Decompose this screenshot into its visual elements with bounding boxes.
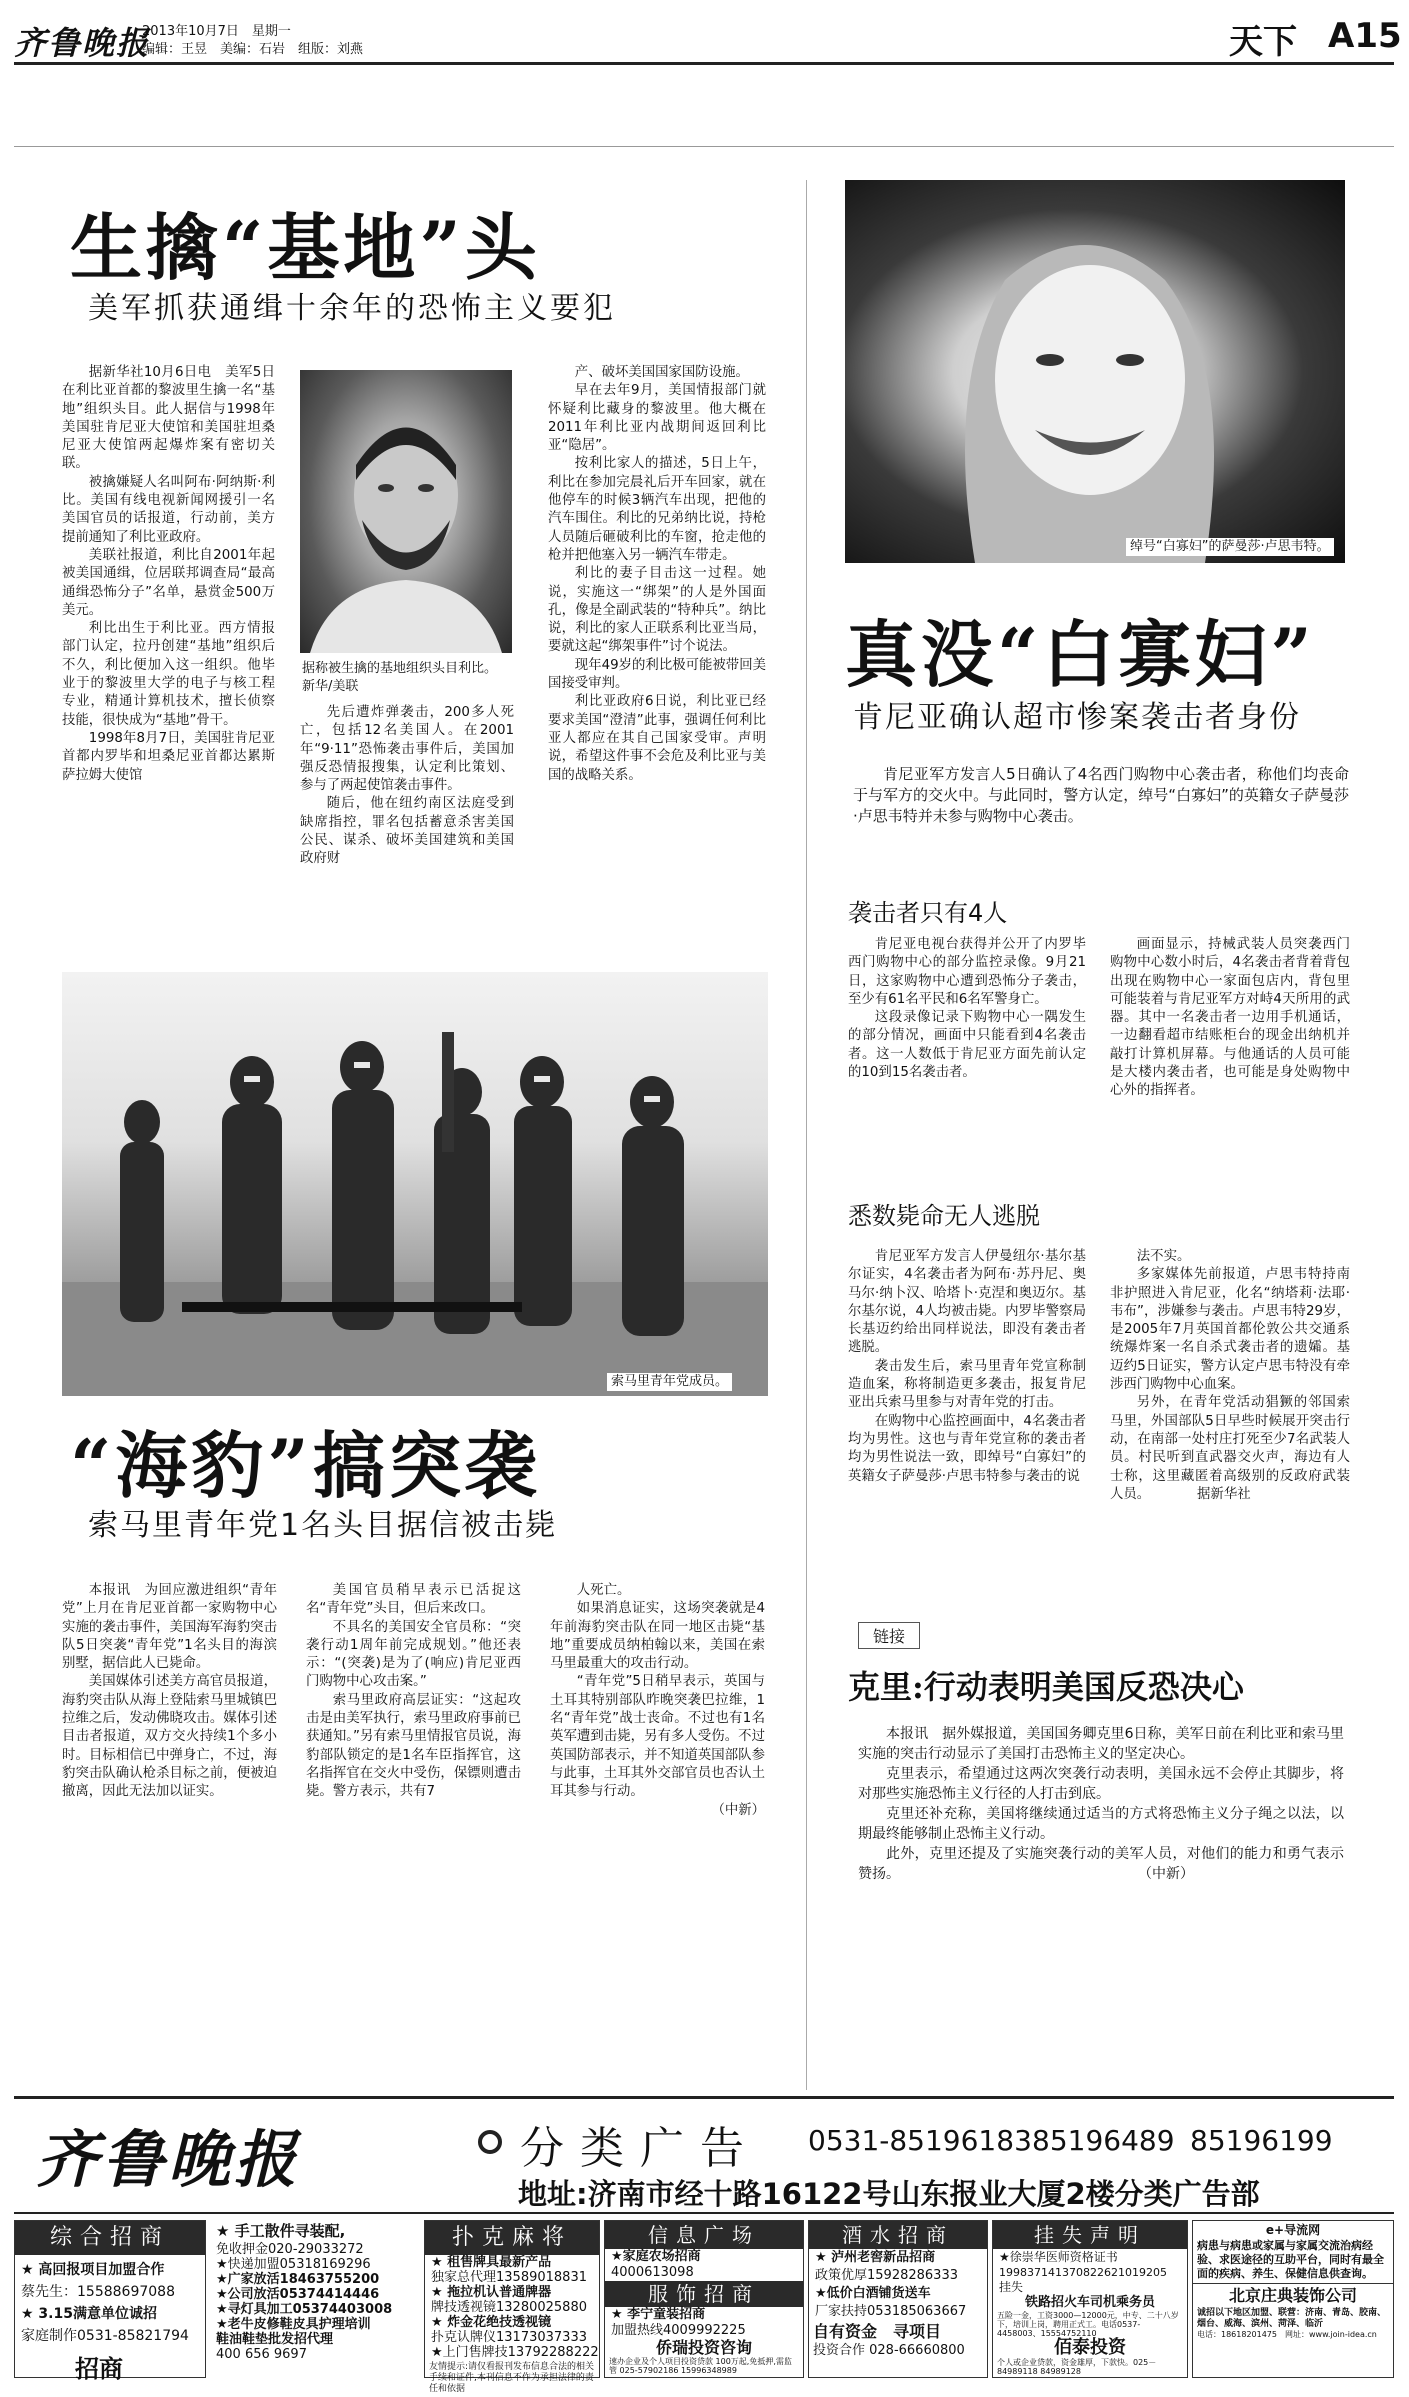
classifieds-phone-1: 0531-85196183 xyxy=(808,2124,1032,2157)
column-divider xyxy=(806,180,807,2090)
ad-item: 鞋油鞋垫批发招代理 xyxy=(216,2332,334,2347)
ad-item: ★家庭农场招商 xyxy=(611,2249,701,2264)
ad-project-text: 投资合作 028-66660800 xyxy=(813,2343,965,2358)
ad-invest-title: 侨瑞投资咨询 xyxy=(655,2338,752,2357)
story1-paragraph: 产、破坏美国国家国防设施。 xyxy=(574,365,749,380)
story1-paragraph: 美联社报道，利比自2001年起被美国通缉，位居联邦调查局“最高通缉恐怖分子”名单，悬赏金500万美元。 xyxy=(62,547,275,618)
masthead-page-number: A15 xyxy=(1328,16,1402,56)
ad-decor-sub: 诚招以下地区加盟、联营：济南、青岛、胶南、烟台、威海、滨州、菏泽、临沂 xyxy=(1197,2308,1387,2329)
story1-paragraph: 早在去年9月，美国情报部门就怀疑利比藏身的黎波里。他大概在2011年利比亚内战期间返回利比亚“隐居”。 xyxy=(548,383,766,454)
ad-rail-title: 铁路招火车司机乘务员 xyxy=(1024,2295,1155,2310)
story1-column-3 xyxy=(548,364,766,785)
ad-item: 加盟热线4009992225 xyxy=(611,2323,746,2338)
ad-item: 199837141370822621019205 xyxy=(999,2266,1167,2279)
story2-paragraph: 美国官员稍早表示已活捉这名“青年党”头目，但后来改口。 xyxy=(306,1583,521,1617)
ad-item: ★ 李宁童装招商 xyxy=(611,2307,706,2322)
ad-decor-contact: 电话：18618201475 网址：www.join-idea.cn xyxy=(1197,2330,1377,2339)
story3-photo xyxy=(845,180,1345,563)
story2-paragraph: 索马里政府高层证实：“这起攻击是由美军执行，索马里政府事前已获通知。”另有索马里情报官员说，海豹部队锁定的是1名车臣指挥官，这名指挥官在交火中受伤，保镖则遭击毙。警方表示，共有7 xyxy=(306,1692,521,1800)
story4-rule xyxy=(848,1634,1348,1635)
classifieds-band-rule xyxy=(14,2212,1394,2214)
story1-paragraph: 利比亚政府6日说，利比亚已经要求美国“澄清”此事，强调任何利比亚人都应在其自己国家受审。声明说，希望这件事不会危及利比亚与美国的战略关系。 xyxy=(548,694,766,783)
story3-paragraph: 肯尼亚电视台获得并公开了内罗毕西门购物中心的部分监控录像。9月21日，这家购物中心遭到恐怖分子袭击，至少有61名平民和6名军警身亡。 xyxy=(848,937,1086,1007)
ad-column-info xyxy=(604,2220,804,2378)
story4-paragraph: 此外，克里还提及了实施突袭行动的美军人员，对他们的能力和勇气表示赞扬。 （中新） xyxy=(858,1846,1344,1882)
story1-paragraph: 利比的妻子目击这一过程。她说，实施这一“绑架”的人是外国面孔，像是全副武装的“特种兵”。纳比说，利比的家人正联系利比亚当局，要就这起“绑架事件”讨个说法。 xyxy=(548,566,766,655)
ad-rail-text: 五险一金，工资3000—12000元，中专、二十八岁下，培训上岗，聘用正式工。电话0537-4458003、15554752110 xyxy=(997,2311,1179,2338)
story2-column-1 xyxy=(62,1582,277,1802)
masthead-date: 2013年10月7日 星期一 xyxy=(142,24,291,39)
story1-headline: 生擒“基地”头 xyxy=(70,205,541,290)
story3-subheadline: 肯尼亚确认超市惨案袭击者身份 xyxy=(853,700,1301,735)
story3-paragraph: 多家媒体先前报道，卢思韦特持南非护照进入肯尼亚，化名“纳塔莉·法耶·韦布”，涉嫌参与袭击。卢思韦特29岁，是2005年7月英国首都伦敦公共交通系统爆炸案一名自杀式袭击者的遗孀。基迈约5日证实，警方认定卢思韦特没有牵涉西门购物中心血案。 xyxy=(1110,1267,1350,1393)
story3-paragraph: 另外，在青年党活动猖獗的邻国索马里，外国部队5日早些时候展开突击行动，在南部一处村庄打死至少7名武装人员。村民听到直武器交火声，海边有人士称，这里藏匿着高级别的反政府武装人员。 据新华社 xyxy=(1110,1395,1350,1502)
masthead-logo: 齐鲁晚报 xyxy=(14,24,151,62)
ad-item: 政策优厚15928286333 xyxy=(815,2268,958,2283)
story1-column-1 xyxy=(62,364,275,785)
story2-paragraph: 美国媒体引述美方高官员报道，海豹突击队从海上登陆索马里城镇巴拉维之后，发动佛晓攻击。媒体引述目击者报道，双方交火持续1个多小时。目标相信已中弹身亡，不过，海豹突击队确认枪杀目标之前，便被迫撤离，因此无法加以证实。 xyxy=(62,1674,277,1800)
story3-lead: 肯尼亚军方发言人5日确认了4名西门购物中心袭击者，称他们均丧命于与军方的交火中。与此同时，警方认定，绰号“白寡妇”的英籍女子萨曼莎·卢思韦特并未参与购物中心袭击。 xyxy=(853,765,1349,825)
classifieds-top-rule xyxy=(14,2096,1394,2099)
story3-photo-caption: 绰号“白寡妇”的萨曼莎·卢思韦特。 xyxy=(1126,538,1334,556)
ad-item: ★ 高回报项目加盟合作 xyxy=(21,2262,165,2278)
ad-health-logo: e+导流网 xyxy=(1265,2223,1321,2237)
ad-item: 独家总代理13589018831 xyxy=(431,2270,587,2285)
story3-paragraph: 法不实。 xyxy=(1136,1249,1191,1264)
ad-head-notice: 挂失声明 xyxy=(993,2221,1187,2249)
ad-column-misc xyxy=(210,2220,420,2378)
masthead-rule xyxy=(14,62,1394,65)
story1-photo-caption: 据称被生擒的基地组织头目利比。 新华/美联 xyxy=(302,661,517,694)
ad-item: 厂家扶持053185063667 xyxy=(815,2304,967,2319)
woman-portrait-icon xyxy=(845,180,1345,563)
ad-item: ★快递加盟05318169296 xyxy=(216,2257,371,2272)
story1-paragraph: 随后，他在纽约南区法庭受到缺席指控，罪名包括蓄意杀害美国公民、谋杀、破坏美国建筑和美国政府财 xyxy=(300,796,514,867)
ad-column-health xyxy=(1192,2220,1394,2378)
ad-item: ★寻灯具加工05374403008 xyxy=(216,2302,393,2317)
ad-item: 4000613098 xyxy=(611,2265,694,2280)
ad-invest-tag: 招商 xyxy=(75,2354,123,2383)
ad-item: ★ 炸金花绝技透视镜 xyxy=(431,2315,552,2330)
ad-head-poker: 扑克麻将 xyxy=(425,2221,599,2255)
ad-baitai-title: 佰泰投资 xyxy=(1054,2337,1126,2358)
story2-headline: “海豹”搞突袭 xyxy=(70,1423,541,1508)
ad-column-liquor xyxy=(808,2220,988,2378)
story1-paragraph: 现年49岁的利比极可能被带回美国接受审判。 xyxy=(548,657,766,692)
classifieds-bullet-icon xyxy=(478,2130,502,2154)
story2-paragraph: 本报讯 为回应激进组织“青年党”上月在肯尼亚首都一家购物中心实施的袭击事件，美国海军海豹突击队5日突袭“青年党”1名头目的海滨别墅，据信此人已毙命。 xyxy=(62,1583,277,1672)
story3-sub2-column-1 xyxy=(848,1248,1086,1486)
story3-sub1-column-1 xyxy=(848,936,1086,1082)
top-rule xyxy=(14,146,1394,147)
story1-paragraph: 被擒嫌疑人名叫阿布·阿纳斯·利比。美国有线电视新闻网援引一名美国官员的话报道，行动前，美方提前通知了利比亚政府。 xyxy=(62,474,275,545)
ad-health-text: 病患与病患或家属与家属交流治病经验、求医途径的互助平台，同时有最全面的疾病、养生、保健信息供查询。 xyxy=(1197,2239,1384,2280)
story2-photo-caption: 索马里青年党成员。 xyxy=(607,1373,732,1391)
ad-item: 家庭制作0531-85821794 xyxy=(21,2328,189,2344)
ad-item: ★公司放活05374414446 xyxy=(216,2287,380,2302)
story3-paragraph: 在购物中心监控画面中，4名袭击者均为男性。这也与青年党宣称的袭击者均为男性说法一致，即绰号“白寡妇”的英籍女子萨曼莎·卢思韦特参与袭击的说 xyxy=(848,1413,1086,1484)
story3-sub2-column-2 xyxy=(1110,1248,1350,1504)
story2-photo xyxy=(62,972,768,1396)
masthead-section: 天下 xyxy=(1229,22,1297,62)
ad-project-title: 自有资金 寻项目 xyxy=(813,2322,942,2341)
story2-column-2 xyxy=(306,1582,521,1802)
story1-paragraph: 据新华社10月6日电 美军5日在利比亚首都的黎波里生擒一名“基地”组织头目。此人据信与1998年美国驻肯尼亚大使馆和美国驻坦桑尼亚大使馆两起爆炸案有密切关联。 xyxy=(62,365,275,472)
ad-head-info: 信息广场 xyxy=(605,2221,803,2249)
ad-item: ★ 泸州老窖新品招商 xyxy=(815,2250,936,2265)
story1-column-2 xyxy=(300,704,514,869)
story4-paragraph: 克里还补充称，美国将继续通过适当的方式将恐怖主义分子绳之以法，以期最终能够制止恐怖主义行动。 xyxy=(858,1806,1344,1842)
ad-invest-text: 速办企业及个人项目投资贷款 100万起,免抵押,需监管 025-57902186 15996348989 xyxy=(609,2357,792,2375)
story2-subheadline: 索马里青年党1名头目据信被击毙 xyxy=(88,1508,558,1543)
ad-item: 蔡先生：15588697088 xyxy=(21,2284,175,2300)
story3-sub1-column-2 xyxy=(1110,936,1350,1101)
story1-photo xyxy=(300,370,512,653)
ad-column-notice xyxy=(992,2220,1188,2378)
ad-baitai-text: 个人或企业贷款，资金雄厚，下款快。025－84989118 84989128 xyxy=(997,2358,1157,2376)
story3-paragraph: 袭击发生后，索马里青年党宣称制造血案，称将制造更多袭击，报复肯尼亚出兵索马里参与对青年党的打击。 xyxy=(848,1358,1086,1411)
story1-paragraph: 按利比家人的描述，5日上午，利比在参加完晨礼后开车回家，就在他停车的时候3辆汽车出现，把他的汽车围住。利比的兄弟纳比说，持枪人员随后砸破利比的车窗，抢走他的枪并把他塞入另一辆汽车带走。 xyxy=(548,456,766,563)
story2-paragraph: 人死亡。 xyxy=(576,1583,631,1598)
story3-subhead-1: 袭击者只有4人 xyxy=(848,899,1008,927)
militants-group-icon xyxy=(62,972,768,1396)
ad-item: ★上门售牌技13792288222 xyxy=(431,2345,599,2360)
story4-link-label: 链接 xyxy=(858,1622,920,1649)
story3-subhead-2: 悉数毙命无人逃脱 xyxy=(848,1202,1040,1230)
story3-headline: 真没“白寡妇” xyxy=(845,612,1316,697)
ad-item: ★徐崇华医师资格证书 xyxy=(999,2250,1118,2264)
story4-paragraph: 克里表示，希望通过这两次突袭行动表明，美国永远不会停止其脚步，将对那些实施恐怖主义行径的人打击到底。 xyxy=(858,1766,1344,1802)
ad-item: ★ 拖拉机认普通牌器 xyxy=(431,2285,552,2300)
story1-paragraph: 利比出生于利比亚。西方情报部门认定，拉丹创建“基地”组织后不久，利比便加入这一组织。他毕业于的黎波里大学的电子与核工程专业，精通计算机技术，擅长侦察技能，很快成为“基地”骨干。 xyxy=(62,621,275,728)
ad-column-general xyxy=(14,2220,206,2383)
ad-item: ★ 租售牌具最新产品 xyxy=(431,2255,552,2270)
ad-head-apparel: 服饰招商 xyxy=(605,2281,803,2307)
classifieds-address: 地址:济南市经十路16122号山东报业大厦2楼分类广告部 xyxy=(518,2177,1260,2211)
story1-subheadline: 美军抓获通缉十余年的恐怖主义要犯 xyxy=(88,291,616,326)
story3-paragraph: 这段录像记录下购物中心一隅发生的部分情况，画面中只能看到4名袭击者。这一人数低于肯尼亚方面先前认定的10到15名袭击者。 xyxy=(848,1010,1086,1081)
ad-item: ★广家放活18463755200 xyxy=(216,2272,380,2287)
ad-item: 挂失 xyxy=(999,2280,1024,2294)
story4-headline: 克里:行动表明美国反恐决心 xyxy=(848,1668,1244,1706)
ad-head-liquor: 酒水招商 xyxy=(809,2221,987,2249)
story4-paragraph: 本报讯 据外媒报道，美国国务卿克里6日称，美军日前在利比亚和索马里实施的突击行动显示了美国打击恐怖主义的坚定决心。 xyxy=(858,1726,1344,1762)
ad-decor-title: 北京庄典装饰公司 xyxy=(1193,2283,1393,2308)
classifieds-title: 分类广告 xyxy=(520,2123,760,2174)
ad-item: 400 656 9697 xyxy=(216,2347,307,2362)
story3-paragraph: 肯尼亚军方发言人伊曼纽尔·基尔基尔证实，4名袭击者为阿布·苏丹尼、奥马尔·纳卜汉、哈塔卜·克涅和奥迈尔。基尔基尔说，4人均被击毙。内罗毕警察局长基迈约给出同样说法，即没有袭击者逃脱。 xyxy=(848,1249,1086,1356)
story3-paragraph: 画面显示，持械武装人员突袭西门购物中心数小时后，4名袭击者背着背包出现在购物中心一家面包店内，背包里可能装着与肯尼亚军方对峙4天所用的武器。其中一名袭击者一边用手机通话，一边翻看超市结账柜台的现金出纳机并敲打计算机屏幕。与他通话的人员可能是大楼内袭击者，也可能是身处购物中心外的指挥者。 xyxy=(1110,937,1350,1099)
ad-item: 免收押金020-29033272 xyxy=(216,2242,364,2257)
story2-paragraph: “青年党”5日稍早表示，英国与土耳其特别部队昨晚突袭巴拉维，1名“青年党”战士丧命。不过也有1名英军遭到击毙，另有多人受伤。不过英国防部表示，并不知道英国部队参与此事，土耳其外交部官员也否认土耳其参与行动。 xyxy=(550,1674,765,1800)
story2-column-3 xyxy=(550,1582,765,1820)
classifieds-logo: 齐鲁晚报 xyxy=(36,2123,301,2196)
ad-item: 扑克认牌仪13173037333 xyxy=(431,2330,587,2345)
story2-paragraph: 如果消息证实，这场突袭就是4年前海豹突击队在同一地区击毙“基地”重要成员纳柏翰以来，美国在索马里最重大的攻击行动。 xyxy=(550,1601,765,1672)
person-silhouette-icon xyxy=(300,370,512,653)
ad-item: 牌技透视镜13280025880 xyxy=(431,2300,587,2315)
story1-paragraph: 先后遭炸弹袭击，200多人死亡，包括12名美国人。在2001年“9·11”恐怖袭击事件后，美国加强反恐情报搜集，认定利比策划、参与了两起使馆袭击事件。 xyxy=(300,705,514,794)
story1-paragraph: 1998年8月7日，美国驻肯尼亚首都内罗毕和坦桑尼亚首都达累斯萨拉姆大使馆 xyxy=(62,730,275,783)
story2-paragraph: （中新） xyxy=(711,1802,765,1818)
ad-legal-note: 友情提示:请仅看报刊发布信息合法的相关手续和证件,本刊信息不作为承担法律的责任和依据 xyxy=(429,2362,595,2394)
ad-column-poker xyxy=(424,2220,600,2394)
ad-item: ★老牛皮修鞋皮具护理培训 xyxy=(216,2317,371,2332)
ad-head-general: 综合招商 xyxy=(15,2221,205,2255)
ad-item: ★ 3.15满意单位诚招 xyxy=(21,2306,157,2322)
ad-item: ★低价白酒铺货送车 xyxy=(815,2286,931,2301)
classifieds-phone-3: 85196199 xyxy=(1190,2124,1333,2157)
classifieds-phone-2: 85196489 xyxy=(1032,2124,1175,2157)
story4-body xyxy=(858,1724,1344,1884)
masthead-editors: 编辑：王昱 美编：石岩 组版：刘燕 xyxy=(142,42,364,57)
story2-paragraph: 不具名的美国安全官员称：“突袭行动1周年前完成规划。”他还表示：“(突袭)是为了(响应)肯尼亚西门购物中心攻击案。” xyxy=(306,1619,521,1690)
ad-item: ★ 手工散件寻装配, xyxy=(216,2222,346,2240)
